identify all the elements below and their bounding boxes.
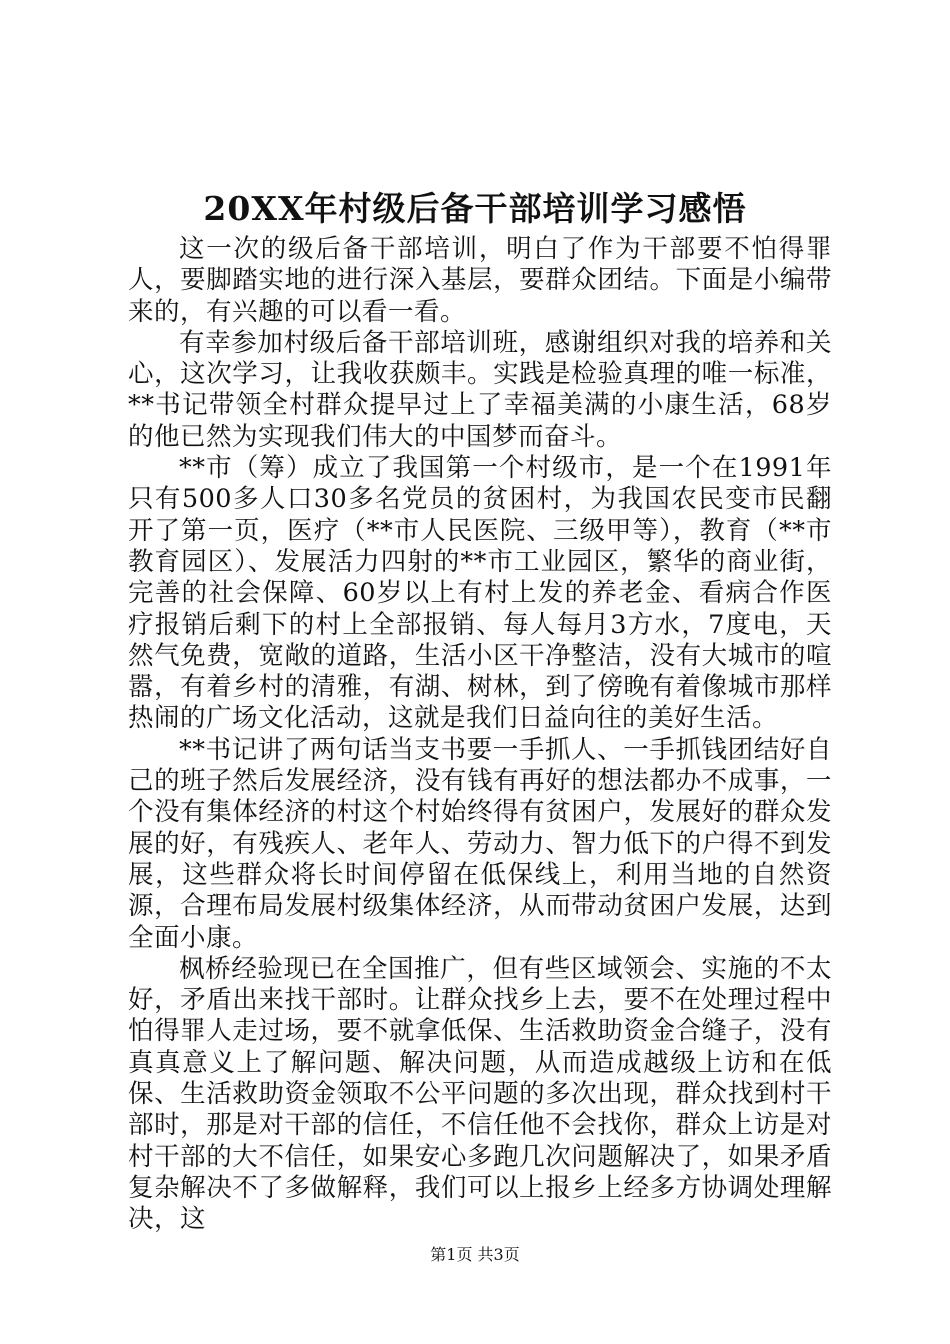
- document-body: [128, 234, 832, 1236]
- paragraph-fengqiao-experience: 枫桥经验现已在全国推广，但有些区域领会、实施的不太好，矛盾出来找干部时。让群众找乡上去，要不在处理过程中怕得罪人走过场，要不就拿低保、生活救助资金合缝子，没有真真意义上了解问题、解决问题，从而造成越级上访和在低保、生活救助资金领取不公平问题的多次出现，群众找到村干部时，那是对干部的信任，不信任他不会找你，群众上访是对村干部的大不信任，如果安心多跑几次问题解决了，如果矛盾复杂解决不了多做解释，我们可以上报乡上经多方协调处理解决，这: [128, 953, 832, 1235]
- document-title: 20XX年村级后备干部培训学习感悟: [203, 189, 747, 228]
- paragraph-secretary-speech: **书记讲了两句话当支书要一手抓人、一手抓钱团结好自己的班子然后发展经济，没有钱有再好的想法都办不成事，一个没有集体经济的村这个村始终得有贫困户，发展好的群众发展的好，有残疾人、老年人、劳动力、智力低下的户得不到发展，这些群众将长时间停留在低保线上，利用当地的自然资源，合理布局发展村级集体经济，从而带动贫困户发展，达到全面小康。: [128, 734, 832, 953]
- page-footer: 第1页 共3页: [430, 1245, 520, 1264]
- paragraph-village-city: **市（筹）成立了我国第一个村级市，是一个在1991年只有500多人口30多名党员的贫困村，为我国农民变市民翻开了第一页，医疗（**市人民医院、三级甲等），教育（**市教育园区）、发展活力四射的**市工业园区，繁华的商业街，完善的社会保障、60岁以上有村上发的养老金、看病合作医疗报销后剩下的村上全部报销、每人每月3方水，7度电，天然气免费，宽敞的道路，生活小区干净整洁，没有大城市的喧嚣，有着乡村的清雅，有湖、树林，到了傍晚有着像城市那样热闹的广场文化活动，这就是我们日益向往的美好生活。: [128, 453, 832, 734]
- paragraph-intro: 这一次的级后备干部培训，明白了作为干部要不怕得罪人，要脚踏实地的进行深入基层，要群众团结。下面是小编带来的，有兴趣的可以看一看。: [128, 234, 832, 327]
- paragraph-gratitude: 有幸参加村级后备干部培训班，感谢组织对我的培养和关心，这次学习，让我收获颇丰。实践是检验真理的唯一标准，**书记带领全村群众提早过上了幸福美满的小康生活，68岁的他已然为实现我们伟大的中国梦而奋斗。: [128, 327, 832, 452]
